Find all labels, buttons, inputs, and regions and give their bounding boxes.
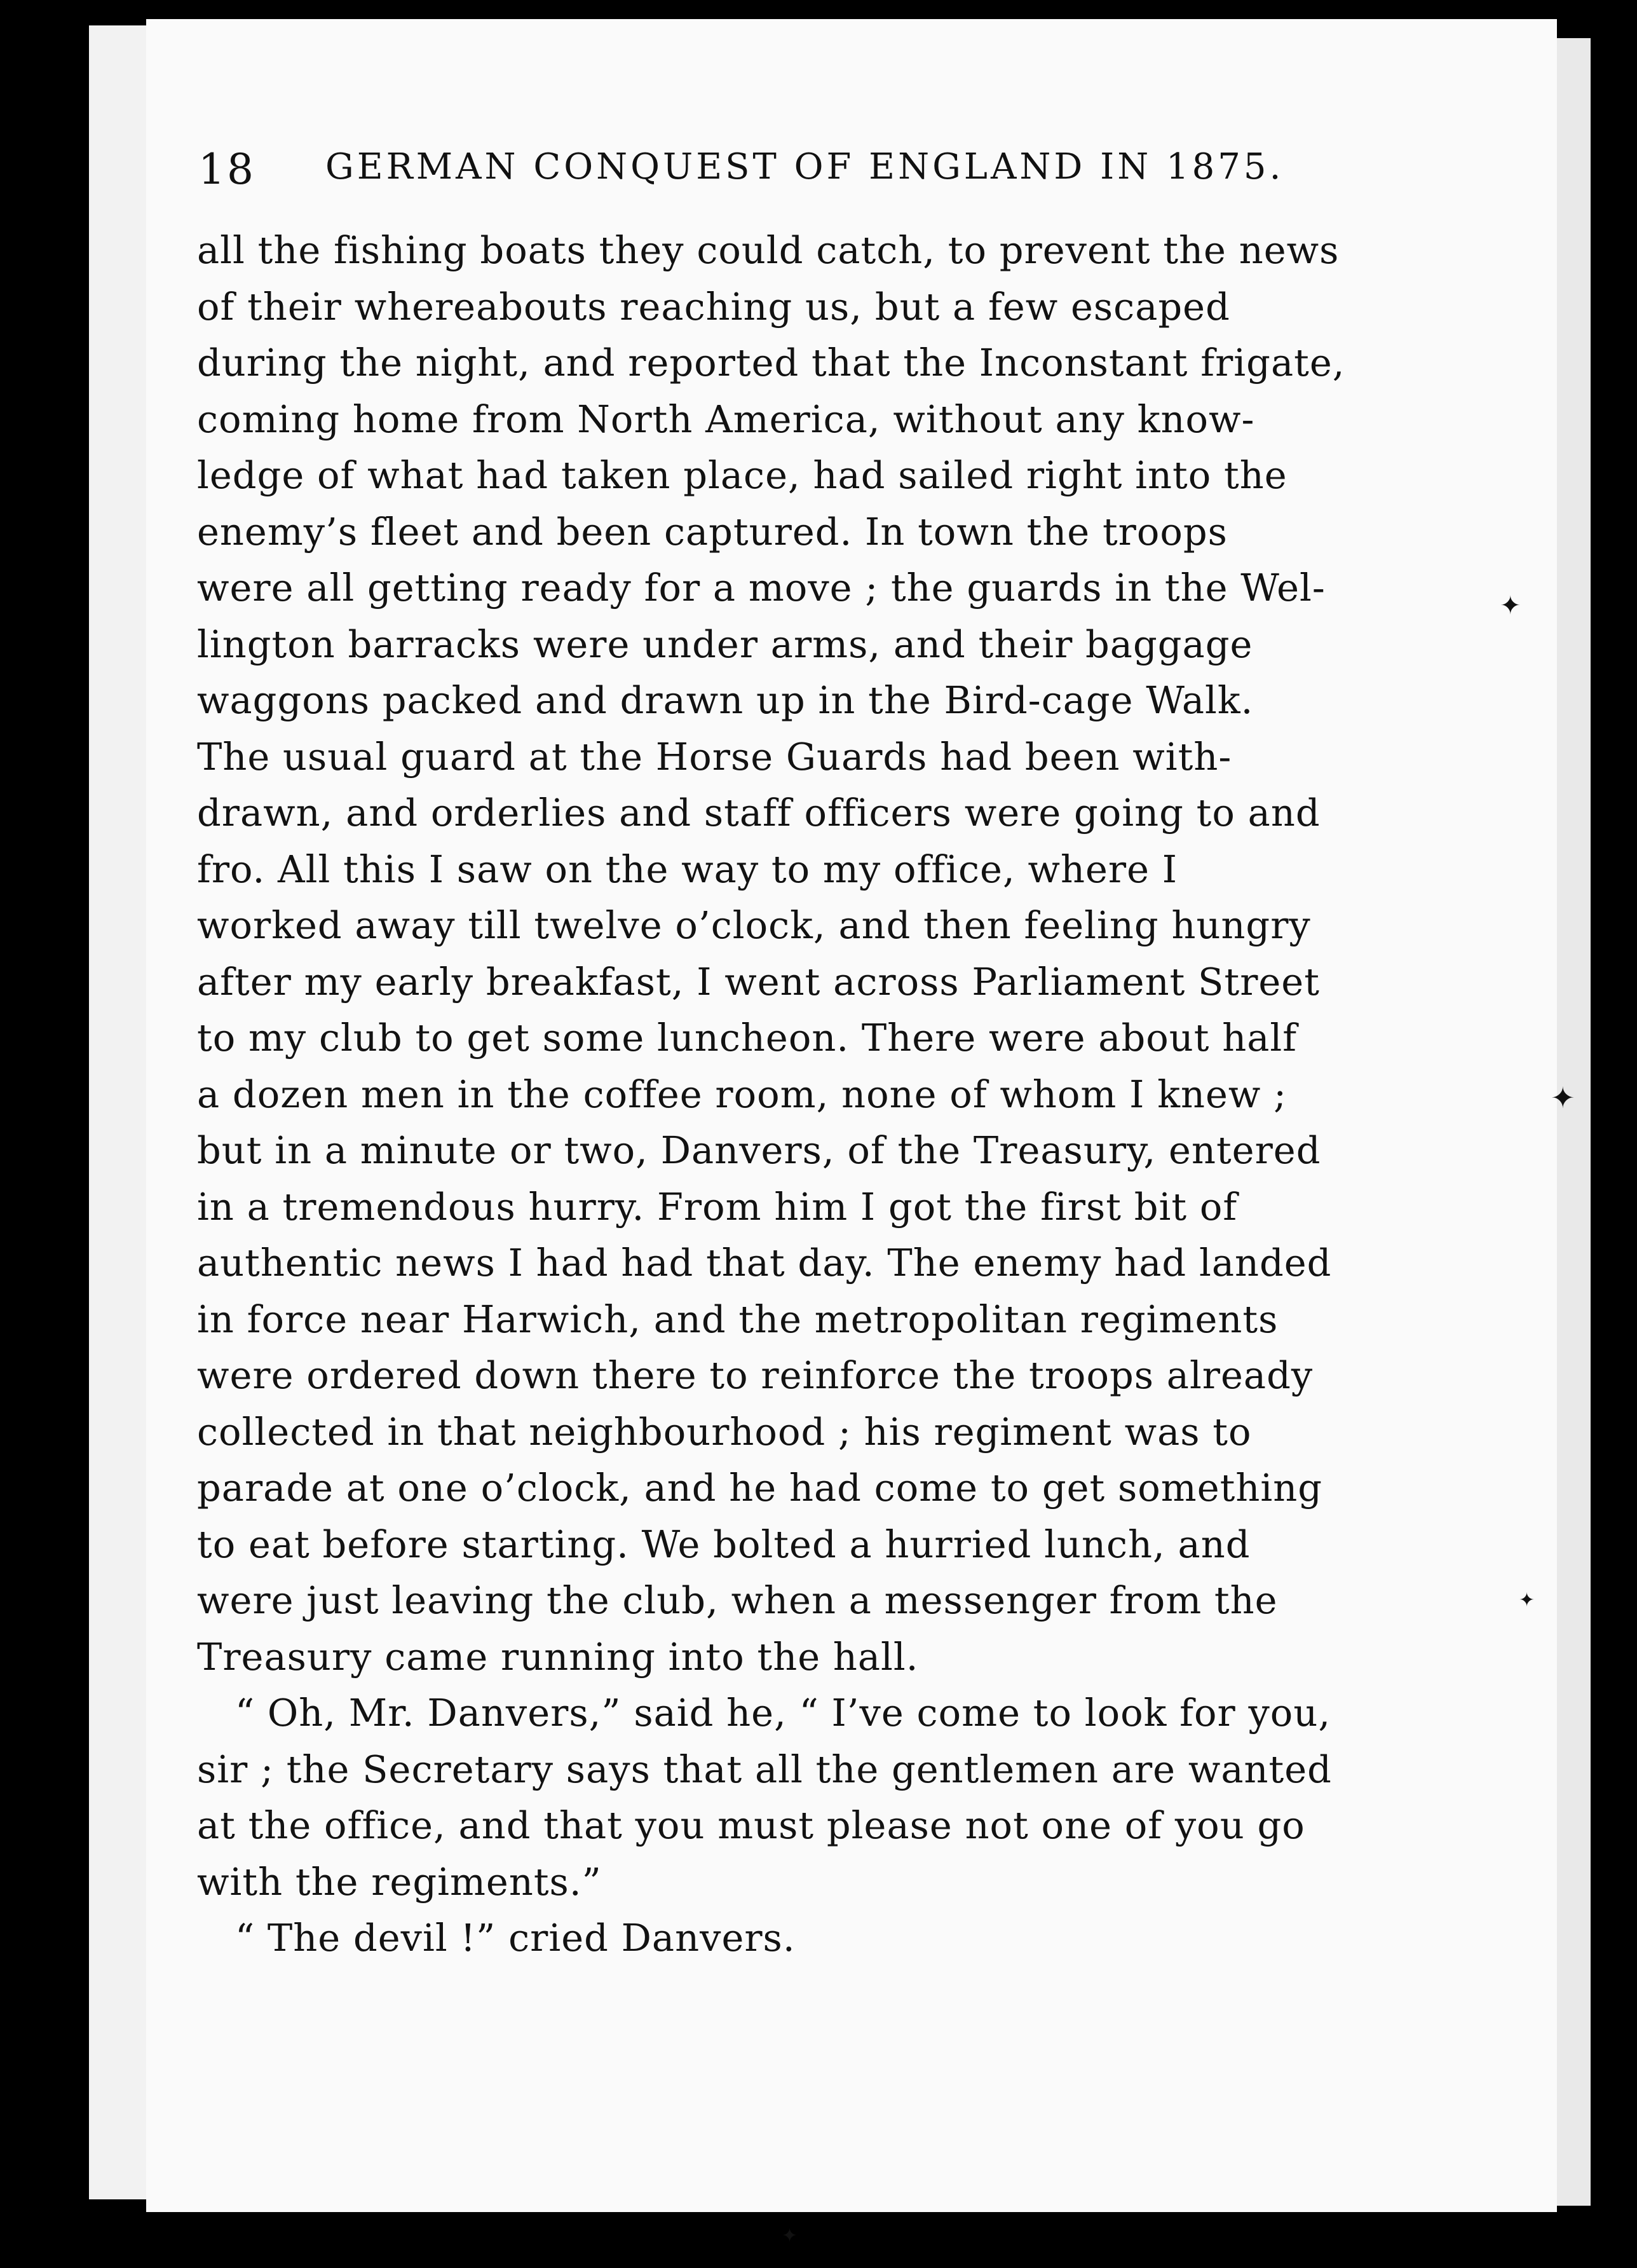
text-line: to my club to get some luncheon. There were about half: [197, 1016, 1298, 1060]
text-line: “ Oh, Mr. Danvers,” said he, “ I’ve come to look for you,: [235, 1691, 1331, 1735]
text-line: parade at one o’clock, and he had come to get something: [197, 1466, 1322, 1510]
margin-speck: ✦: [782, 2225, 798, 2247]
text-line: drawn, and orderlies and staff officers were going to and: [197, 791, 1321, 835]
text-line: enemy’s fleet and been captured. In town the troops: [197, 509, 1228, 554]
text-line: ledge of what had taken place, had sailed right into the: [197, 453, 1287, 497]
running-head: [198, 127, 1284, 210]
text-line: in force near Harwich, and the metropolitan regiments: [197, 1297, 1279, 1341]
text-line: were just leaving the club, when a messenger from the: [197, 1578, 1278, 1622]
margin-speck: ✦: [1519, 1589, 1535, 1611]
text-line: of their whereabouts reaching us, but a few escaped: [197, 284, 1230, 329]
text-line: all the fishing boats they could catch, to prevent the news: [197, 228, 1340, 272]
text-line: in a tremendous hurry. From him I got the first bit of: [197, 1184, 1238, 1229]
text-line: at the office, and that you must please not one of you go: [197, 1803, 1305, 1847]
text-line: authentic news I had had that day. The enemy had landed: [197, 1241, 1332, 1285]
margin-speck: ✦: [1500, 591, 1521, 620]
margin-speck: ✦: [1551, 1081, 1575, 1115]
text-line: The usual guard at the Horse Guards had been with-: [197, 734, 1232, 779]
text-line: but in a minute or two, Danvers, of the Treasury, entered: [197, 1128, 1321, 1172]
left-page-edge: [89, 25, 148, 2199]
page-text: [197, 222, 1411, 1967]
page-number: 18: [198, 145, 255, 194]
text-line: worked away till twelve o’clock, and then feeling hungry: [197, 903, 1311, 947]
text-line: after my early breakfast, I went across Parliament Street: [197, 959, 1320, 1004]
text-line: during the night, and reported that the Inconstant frigate,: [197, 341, 1345, 385]
text-line: with the regiments.”: [197, 1859, 602, 1904]
text-line: were all getting ready for a move ; the guards in the Wel-: [197, 566, 1326, 610]
text-line: a dozen men in the coffee room, none of whom I knew ;: [197, 1072, 1287, 1116]
text-line: sir ; the Secretary says that all the gentlemen are wanted: [197, 1747, 1332, 1791]
text-line: waggons packed and drawn up in the Bird-cage Walk.: [197, 678, 1254, 722]
text-line: lington barracks were under arms, and their baggage: [197, 622, 1253, 666]
text-line: Treasury came running into the hall.: [197, 1634, 919, 1679]
text-line: to eat before starting. We bolted a hurried lunch, and: [197, 1522, 1251, 1566]
running-title: GERMAN CONQUEST OF ENGLAND IN 1875.: [325, 146, 1284, 188]
text-line: were ordered down there to reinforce the troops already: [197, 1353, 1314, 1397]
text-line: collected in that neighbourhood ; his regiment was to: [197, 1409, 1252, 1454]
text-line: fro. All this I saw on the way to my office, where I: [197, 847, 1178, 891]
text-line: “ The devil !” cried Danvers.: [235, 1916, 796, 1960]
text-line: coming home from North America, without any know-: [197, 397, 1255, 441]
